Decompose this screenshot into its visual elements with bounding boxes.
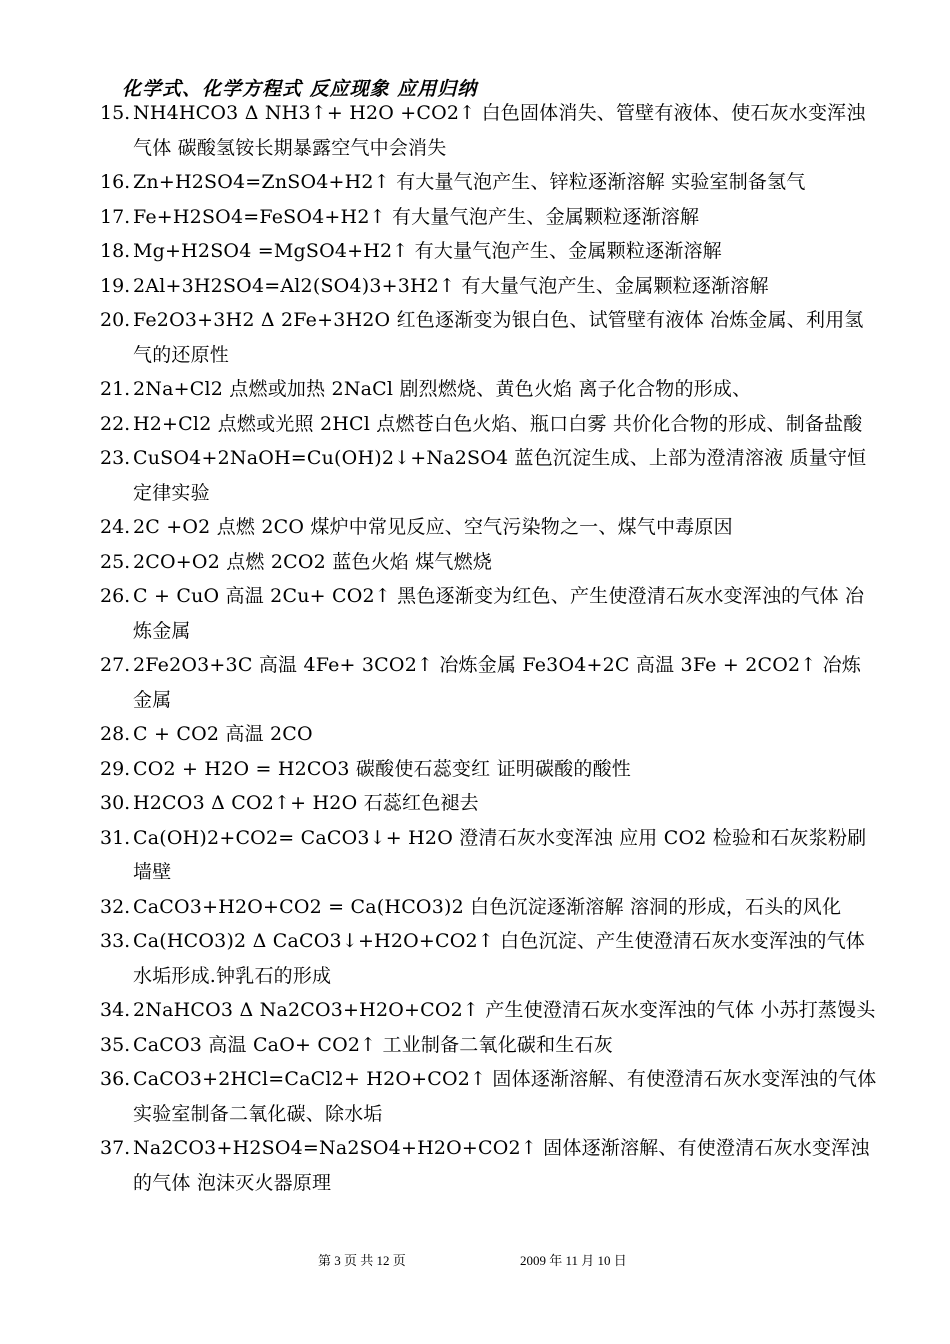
- item-text: C + CuO 高温 2Cu+ CO2↑ 黑色逐渐变为红色、产生使澄清石灰水变浑浊的气体 冶炼金属: [133, 585, 865, 642]
- item-text: Ca(HCO3)2 Δ CaCO3↓+H2O+CO2↑ 白色沉淀、产生使澄清石灰水变浑浊的气体 水垢形成.钟乳石的形成: [133, 930, 865, 987]
- item-number: 27.: [100, 654, 131, 676]
- item-number: 23.: [100, 447, 131, 469]
- item-text: Mg+H2SO4 =MgSO4+H2↑ 有大量气泡产生、金属颗粒逐渐溶解: [133, 240, 722, 262]
- list-item: [100, 924, 880, 993]
- list-item: [100, 1062, 880, 1131]
- item-text: Na2CO3+H2SO4=Na2SO4+H2O+CO2↑ 固体逐渐溶解、有使澄清石灰水变浑浊的气体 泡沫灭火器原理: [133, 1137, 870, 1194]
- item-text: 2Fe2O3+3C 高温 4Fe+ 3CO2↑ 冶炼金属 Fe3O4+2C 高温 3Fe + 2CO2↑ 冶炼金属: [133, 654, 862, 711]
- list-item: [100, 1131, 880, 1200]
- item-number: 19.: [100, 274, 131, 297]
- list-item: [100, 1028, 880, 1063]
- list-item: [100, 821, 880, 890]
- item-number: 16.: [100, 171, 131, 193]
- item-text: C + CO2 高温 2CO: [133, 723, 313, 745]
- item-number: 33.: [100, 930, 131, 952]
- item-text: 2NaHCO3 Δ Na2CO3+H2O+CO2↑ 产生使澄清石灰水变浑浊的气体 小苏打蒸馒头: [133, 999, 876, 1021]
- item-text: Ca(OH)2+CO2= CaCO3↓+ H2O 澄清石灰水变浑浊 应用 CO2 检验和石灰浆粉刷墙壁: [133, 826, 867, 883]
- item-number: 25.: [100, 550, 131, 573]
- item-number: 32.: [100, 895, 131, 918]
- item-text: Fe2O3+3H2 Δ 2Fe+3H2O 红色逐渐变为银白色、试管壁有液体 冶炼金属、利用氢气的还原性: [133, 309, 864, 366]
- list-item: [100, 303, 880, 372]
- item-text: H2+Cl2 点燃或光照 2HCl 点燃苍白色火焰、瓶口白雾 共价化合物的形成、制备盐酸: [133, 412, 863, 435]
- item-number: 34.: [100, 999, 131, 1021]
- item-text: H2CO3 Δ CO2↑+ H2O 石蕊红色褪去: [133, 792, 479, 814]
- item-number: 30.: [100, 792, 131, 814]
- item-text: Fe+H2SO4=FeSO4+H2↑ 有大量气泡产生、金属颗粒逐渐溶解: [133, 205, 700, 228]
- item-text: 2CO+O2 点燃 2CO2 蓝色火焰 煤气燃烧: [133, 550, 493, 573]
- item-text: CaCO3+H2O+CO2 = Ca(HCO3)2 白色沉淀逐渐溶解 溶洞的形成，石头的风化: [133, 895, 842, 918]
- item-text: CO2 + H2O = H2CO3 碳酸使石蕊变红 证明碳酸的酸性: [133, 757, 631, 780]
- item-text: NH4HCO3 Δ NH3↑+ H2O +CO2↑ 白色固体消失、管壁有液体、使石灰水变浑浊气体 碳酸氢铵长期暴露空气中会消失: [133, 102, 866, 159]
- item-number: 29.: [100, 757, 131, 780]
- list-item: [100, 441, 880, 510]
- list-item: [100, 96, 880, 165]
- list-item: [100, 269, 880, 304]
- item-number: 28.: [100, 723, 131, 745]
- item-text: CaCO3+2HCl=CaCl2+ H2O+CO2↑ 固体逐渐溶解、有使澄清石灰水变浑浊的气体 实验室制备二氧化碳、除水垢: [133, 1068, 877, 1125]
- list-item: [100, 752, 880, 787]
- item-text: 2Al+3H2SO4=Al2(SO4)3+3H2↑ 有大量气泡产生、金属颗粒逐渐溶解: [133, 274, 769, 297]
- item-number: 15.: [100, 102, 131, 124]
- equation-list: [100, 96, 880, 1200]
- item-text: 2Na+Cl2 点燃或加热 2NaCl 剧烈燃烧、黄色火焰 离子化合物的形成、: [133, 378, 752, 400]
- list-item: [100, 200, 880, 235]
- item-number: 22.: [100, 412, 131, 435]
- list-item: [100, 579, 880, 648]
- item-text: CaCO3 高温 CaO+ CO2↑ 工业制备二氧化碳和生石灰: [133, 1033, 613, 1056]
- list-item: [100, 648, 880, 717]
- item-text: CuSO4+2NaOH=Cu(OH)2↓+Na2SO4 蓝色沉淀生成、上部为澄清溶液 质量守恒定律实验: [133, 447, 867, 504]
- item-text: 2C +O2 点燃 2CO 煤炉中常见反应、空气污染物之一、煤气中毒原因: [133, 516, 733, 538]
- item-number: 17.: [100, 205, 131, 228]
- list-item: [100, 545, 880, 580]
- item-number: 26.: [100, 585, 131, 607]
- item-number: 21.: [100, 378, 131, 400]
- item-number: 37.: [100, 1137, 131, 1159]
- item-number: 35.: [100, 1033, 131, 1056]
- footer-date: 2009 年 11 月 10 日: [520, 1253, 627, 1268]
- page-header: 化学式、化学方程式 反应现象 应用归纳: [122, 78, 478, 100]
- item-number: 24.: [100, 516, 131, 538]
- list-item: [100, 786, 880, 821]
- item-number: 36.: [100, 1068, 131, 1090]
- list-item: [100, 165, 880, 200]
- item-text: Zn+H2SO4=ZnSO4+H2↑ 有大量气泡产生、锌粒逐渐溶解 实验室制备氢气: [133, 171, 806, 193]
- list-item: [100, 890, 880, 925]
- item-number: 18.: [100, 240, 131, 262]
- list-item: [100, 407, 880, 442]
- item-number: 20.: [100, 309, 131, 331]
- list-item: [100, 993, 880, 1028]
- list-item: [100, 510, 880, 545]
- item-number: 31.: [100, 826, 131, 849]
- page-number: 第 3 页 共 12 页: [318, 1253, 406, 1268]
- list-item: [100, 372, 880, 407]
- list-item: [100, 234, 880, 269]
- list-item: [100, 717, 880, 752]
